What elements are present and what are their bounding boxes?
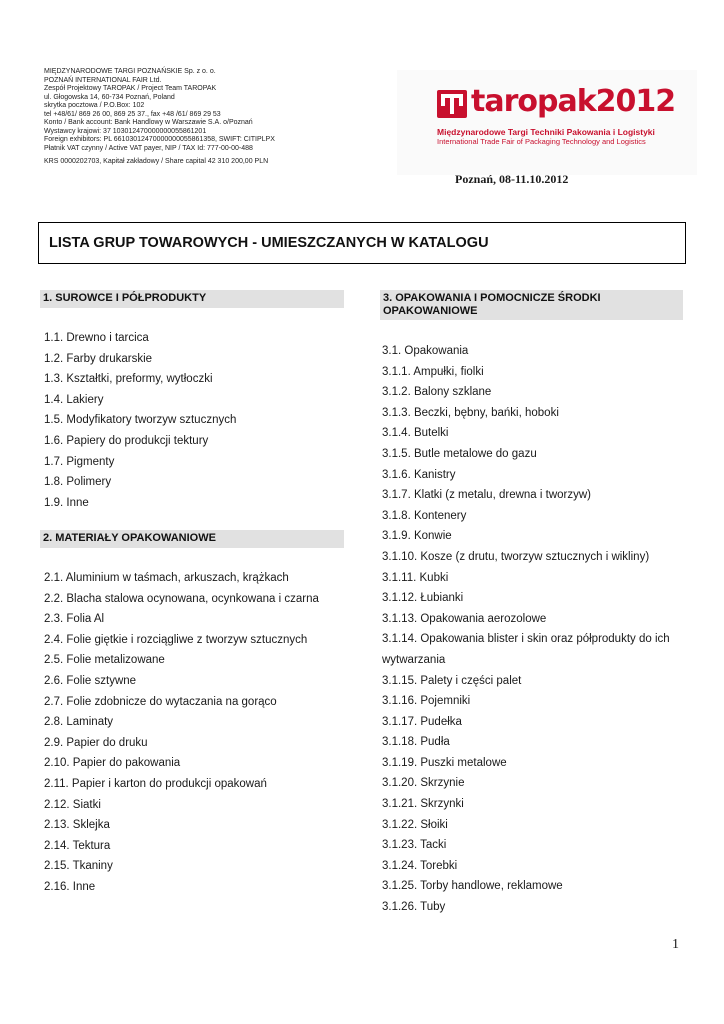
- company-info-line: Konto / Bank account: Bank Handlowy w Warszawie S.A. o/Poznań: [44, 119, 253, 126]
- document-title-box: [38, 222, 686, 264]
- logo-subtitle-en: International Trade Fair of Packaging Technology and Logistics: [437, 137, 646, 146]
- company-info-line: POZNAŃ INTERNATIONAL FAIR Ltd.: [44, 76, 162, 84]
- section-list-3: [382, 341, 682, 918]
- list-item: 2.9. Papier do druku: [44, 736, 148, 749]
- list-item: 2.5. Folie metalizowane: [44, 654, 165, 667]
- list-item: 3.1.6. Kanistry: [382, 468, 456, 481]
- section-list-1: [44, 328, 344, 513]
- list-item: 2.3. Folia Al: [44, 613, 105, 626]
- list-item: 2.6. Folie sztywne: [44, 674, 137, 687]
- list-item: 2.13. Sklejka: [44, 819, 110, 832]
- list-item: 3.1.23. Tacki: [382, 839, 447, 852]
- list-item: 3.1.19. Puszki metalowe: [382, 756, 507, 769]
- list-item: 3.1.1. Ampułki, fiolki: [382, 365, 484, 378]
- section-list-2: [44, 568, 344, 898]
- company-info-line: ul. Głogowska 14, 60-734 Poznań, Poland: [44, 93, 175, 101]
- list-item: 2.14. Tektura: [44, 839, 111, 852]
- list-item: 3.1.2. Balony szklane: [382, 386, 492, 399]
- list-item: 2.2. Blacha stalowa ocynowana, ocynkowana i czarna: [44, 592, 319, 605]
- list-item: 3.1.16. Pojemniki: [382, 695, 471, 708]
- taropak-mark-icon: [437, 90, 467, 118]
- list-item: 3.1.13. Opakowania aerozolowe: [382, 612, 547, 625]
- logo-wordmark: taropak2012: [471, 84, 676, 119]
- list-item: 3.1.25. Torby handlowe, reklamowe: [382, 880, 563, 893]
- page-number: 1: [672, 937, 679, 952]
- list-item: 2.4. Folie giętkie i rozciągliwe z tworzyw sztucznych: [44, 633, 308, 646]
- section-heading-1: 1. SUROWCE I PÓŁPRODUKTY: [40, 290, 344, 308]
- list-item: 3.1. Opakowania: [382, 345, 469, 357]
- list-item: 3.1.8. Kontenery: [382, 509, 467, 522]
- list-item: 3.1.11. Kubki: [382, 571, 449, 584]
- list-item: 1.7. Pigmenty: [44, 455, 115, 468]
- list-item: 2.16. Inne: [44, 880, 96, 893]
- list-item: 3.1.5. Butle metalowe do gazu: [382, 447, 537, 460]
- company-info-line: Zespół Projektowy TAROPAK / Project Team TAROPAK: [44, 85, 217, 92]
- company-info-line: MIĘDZYNARODOWE TARGI POZNAŃSKIE Sp. z o. o.: [44, 68, 216, 75]
- list-item: 2.12. Siatki: [44, 798, 101, 811]
- document-title: LISTA GRUP TOWAROWYCH - UMIESZCZANYCH W KATALOGU: [49, 235, 489, 251]
- list-item: 1.9. Inne: [44, 496, 89, 509]
- list-item: 3.1.15. Palety i części palet: [382, 674, 522, 687]
- list-item: 3.1.26. Tuby: [382, 901, 446, 914]
- list-item: 3.1.10. Kosze (z drutu, tworzyw sztucznych i wikliny): [382, 550, 650, 563]
- list-item: 2.7. Folie zdobnicze do wytaczania na gorąco: [44, 695, 277, 708]
- taropak-logo: [397, 70, 697, 175]
- list-item: 3.1.3. Beczki, bębny, bańki, hoboki: [382, 406, 559, 419]
- company-info-line: KRS 0000202703, Kapitał zakładowy / Share capital 42 310 200,00 PLN: [44, 158, 269, 165]
- company-info-line: Płatnik VAT czynny / Active VAT payer, NIP / TAX Id: 777-00-00-488: [44, 144, 253, 152]
- list-item: 3.1.4. Butelki: [382, 427, 449, 440]
- list-item: 1.1. Drewno i tarcica: [44, 332, 149, 344]
- company-info-line: Foreign exhibitors: PL 66103012470000000055861358, SWIFT: CITIPLPX: [44, 136, 275, 143]
- list-item: 2.1. Aluminium w taśmach, arkuszach, krążkach: [44, 572, 289, 584]
- list-item: 1.8. Polimery: [44, 476, 112, 489]
- list-item: 3.1.17. Pudełka: [382, 715, 462, 728]
- company-info-line: tel +48/61/ 869 26 00, 869 25 37., fax +48 /61/ 869 29 53: [44, 110, 221, 118]
- list-item: 3.1.18. Pudła: [382, 736, 450, 749]
- list-item: 3.1.7. Klatki (z metalu, drewna i tworzyw): [382, 489, 591, 502]
- list-item: 3.1.21. Skrzynki: [382, 798, 464, 811]
- section-heading-3: 3. OPAKOWANIA I POMOCNICZE ŚRODKI OPAKOWANIOWE: [380, 290, 683, 320]
- city-date: Poznań, 08-11.10.2012: [455, 172, 569, 186]
- list-item: 1.2. Farby drukarskie: [44, 352, 153, 365]
- list-item: 3.1.24. Torebki: [382, 859, 458, 872]
- list-item: 2.10. Papier do pakowania: [44, 757, 181, 770]
- list-item: 1.4. Lakiery: [44, 393, 104, 406]
- list-item: 3.1.12. Łubianki: [382, 592, 464, 605]
- company-info: [44, 68, 344, 167]
- list-item: 2.8. Laminaty: [44, 716, 114, 729]
- list-item: 3.1.9. Konwie: [382, 530, 452, 543]
- list-item: 2.11. Papier i karton do produkcji opakowań: [44, 777, 267, 790]
- list-item: 3.1.14. Opakowania blister i skin oraz półprodukty do ich wytwarzania: [382, 633, 670, 666]
- list-item: 1.6. Papiery do produkcji tektury: [44, 434, 209, 447]
- section-heading-2: 2. MATERIAŁY OPAKOWANIOWE: [40, 530, 344, 548]
- list-item: 3.1.22. Słoiki: [382, 818, 448, 831]
- list-item: 1.5. Modyfikatory tworzyw sztucznych: [44, 414, 237, 427]
- logo-subtitle-pl: Międzynarodowe Targi Techniki Pakowania i Logistyki: [437, 127, 655, 137]
- company-info-line: skrytka pocztowa / P.O.Box: 102: [44, 102, 145, 109]
- company-info-line: Wystawcy krajowi: 37 103012470000000055861201: [44, 127, 207, 135]
- list-item: 2.15. Tkaniny: [44, 860, 113, 873]
- list-item: 1.3. Kształtki, preformy, wytłoczki: [44, 373, 213, 386]
- list-item: 3.1.20. Skrzynie: [382, 777, 465, 790]
